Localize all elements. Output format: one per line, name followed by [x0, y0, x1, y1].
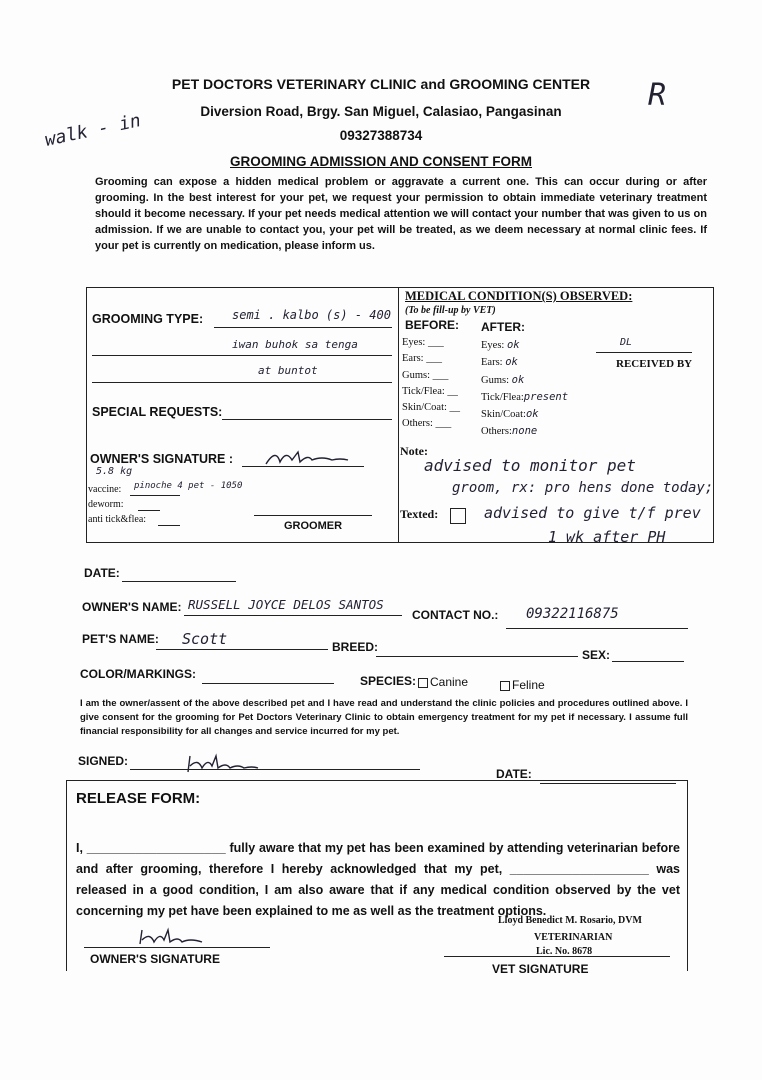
groomer-line — [254, 515, 372, 516]
after-skincoat — [481, 406, 568, 423]
after-skincoat-value: ok — [525, 408, 539, 421]
received-by-line — [596, 352, 692, 353]
pet-name-line — [156, 649, 328, 650]
deworm-label: deworm: — [88, 499, 124, 510]
note-line-2: groom, rx: pro hens done today; — [452, 480, 714, 496]
grooming-line-3 — [92, 382, 392, 383]
after-ears-value: ok — [505, 356, 518, 369]
texted-label: Texted: — [400, 507, 439, 521]
vet-sig-line — [444, 956, 670, 957]
contact-value: 09322116875 — [526, 606, 619, 622]
note-line-4: 1 wk after PH — [548, 528, 666, 546]
vet-stamp-name: Lloyd Benedict M. Rosario, DVM — [498, 915, 642, 926]
before-others: Others: ___ — [402, 418, 452, 430]
before-ears: Ears: ___ — [402, 353, 442, 365]
breed-line — [376, 656, 578, 657]
canine-label: Canine — [430, 675, 469, 689]
color-line — [202, 683, 334, 684]
after-eyes-label: Eyes: — [481, 340, 505, 351]
grooming-type-value-1: semi . kalbo (s) - 400 — [232, 308, 391, 322]
grooming-type-line — [214, 327, 392, 328]
after-gums — [481, 372, 568, 389]
intro-paragraph: Grooming can expose a hidden medical problem or aggravate a current one. This can occur during or after grooming. In the best interest for your pet, we request your permission to obtain immediate veterinary treatment should it become necessary. If your pet needs medical attention we will contact your number that was given to us on admission. If we are unable to contact you, your pet will be treated, as we deem necessary at normal clinic fees. If your pet is currently on medication, please inform us. — [95, 176, 707, 252]
before-gums: Gums: ___ — [402, 369, 449, 381]
received-by-label: RECEIVED BY — [616, 358, 693, 370]
after-tickflea — [481, 389, 568, 406]
before-list — [402, 335, 460, 433]
box-divider — [398, 287, 399, 542]
feline-label: Feline — [512, 678, 545, 692]
grooming-line-2 — [92, 355, 392, 356]
sex-line — [612, 661, 684, 662]
signed-signature — [182, 752, 262, 776]
note-label: Note: — [400, 444, 428, 458]
after-list — [481, 337, 568, 441]
vaccine-value: pinoche 4 pet - 1050 — [134, 481, 243, 491]
before-label: BEFORE: — [405, 318, 459, 332]
groomer-label: GROOMER — [284, 520, 343, 532]
texted-checkbox[interactable] — [450, 508, 466, 524]
owner-signature-scribble — [262, 446, 352, 470]
antitick-line — [158, 525, 180, 526]
after-gums-value: ok — [511, 373, 525, 386]
before-tickflea: Tick/Flea: __ — [402, 385, 458, 397]
after-eyes-value: ok — [506, 339, 520, 351]
after-others-label: Others: — [481, 426, 512, 438]
vaccine-line — [130, 495, 180, 496]
release-title: RELEASE FORM: — [76, 790, 201, 807]
owner-name-value: RUSSELL JOYCE DELOS SANTOS — [188, 597, 384, 612]
clinic-address: Diversion Road, Brgy. San Miguel, Calasiao, Pangasinan — [200, 104, 562, 119]
vaccine-label: vaccine: — [88, 484, 122, 495]
grooming-type-value-2: iwan buhok sa tenga — [232, 338, 358, 351]
clinic-phone: 09327388734 — [339, 128, 423, 143]
date-label: DATE: — [84, 566, 120, 580]
owner-name-label: OWNER'S NAME: — [82, 600, 182, 614]
received-initials: DL — [620, 337, 633, 348]
canine-checkbox[interactable] — [418, 678, 428, 688]
release-paragraph: I, ____________________ fully aware that my pet has been examined by attending veterinarian before and after grooming, therefore I hereby acknowledged that my pet, ____________________ was released in a good condition, I am also aware that if any medical condition observed by the vet concerning my pet have been explained to me as well as the treatment options. — [76, 841, 680, 918]
after-tickflea-label: Tick/Flea: — [481, 391, 524, 403]
before-skincoat: Skin/Coat: __ — [402, 402, 461, 414]
antitick-label: anti tick&flea: — [88, 514, 147, 525]
after-others — [481, 423, 568, 440]
grooming-type-label: GROOMING TYPE: — [92, 312, 204, 326]
after-ears-label: Ears: — [481, 357, 503, 369]
breed-label: BREED: — [332, 640, 379, 654]
note-line-1: advised to monitor pet — [424, 456, 636, 475]
vet-stamp-title: VETERINARIAN — [534, 932, 613, 943]
special-requests-label: SPECIAL REQUESTS: — [92, 405, 223, 419]
after-label: AFTER: — [481, 320, 525, 334]
sex-label: SEX: — [582, 648, 611, 662]
signed-date-label: DATE: — [496, 767, 532, 781]
pet-weight: 5.8 kg — [96, 466, 133, 477]
contact-label: CONTACT NO.: — [412, 608, 499, 622]
pet-name-value: Scott — [182, 630, 228, 648]
after-gums-label: Gums: — [481, 374, 510, 386]
contact-line — [506, 628, 688, 629]
grooming-type-value-3: at buntot — [258, 364, 318, 377]
feline-checkbox[interactable] — [500, 681, 510, 691]
vet-sig-label: VET SIGNATURE — [492, 962, 589, 976]
signed-label: SIGNED: — [78, 754, 129, 768]
vet-stamp-license: Lic. No. 8678 — [536, 946, 593, 957]
signed-line — [130, 769, 420, 770]
after-ears — [481, 354, 568, 371]
release-owner-signature — [136, 926, 206, 948]
deworm-line — [138, 510, 160, 511]
owner-sig-label: OWNER'S SIGNATURE — [90, 952, 220, 966]
r-mark: R — [648, 78, 667, 113]
consent-paragraph: I am the owner/assent of the above described pet and I have read and understand the clinic policies and procedures outlined above. I give consent for the grooming for Pet Doctors Veterinary Clinic to obtain emergency treatment for my pet if necessary. I assume full financial responsibility for all changes and service incurred for my pet. — [80, 698, 688, 737]
after-skincoat-label: Skin/Coat: — [481, 409, 526, 421]
before-eyes: Eyes: ___ — [402, 337, 444, 348]
after-eyes — [481, 337, 568, 354]
species-label: SPECIES: — [360, 674, 417, 688]
form-title: GROOMING ADMISSION AND CONSENT FORM — [230, 154, 532, 169]
clinic-name: PET DOCTORS VETERINARY CLINIC and GROOMING CENTER — [171, 76, 591, 92]
note-line-3: advised to give t/f prev — [484, 504, 701, 522]
date-line — [122, 581, 236, 582]
walk-in-note: walk - in — [42, 110, 143, 151]
owner-name-line — [184, 615, 402, 616]
after-others-value: none — [511, 425, 538, 438]
owner-signature-label: OWNER'S SIGNATURE : — [90, 452, 234, 466]
after-tickflea-value: present — [523, 390, 569, 403]
pet-name-label: PET'S NAME: — [82, 632, 159, 646]
medical-title: MEDICAL CONDITION(S) OBSERVED: — [405, 289, 633, 303]
medical-subtitle: (To be fill-up by VET) — [405, 305, 496, 316]
special-requests-line — [222, 419, 392, 420]
color-label: COLOR/MARKINGS: — [80, 667, 196, 681]
